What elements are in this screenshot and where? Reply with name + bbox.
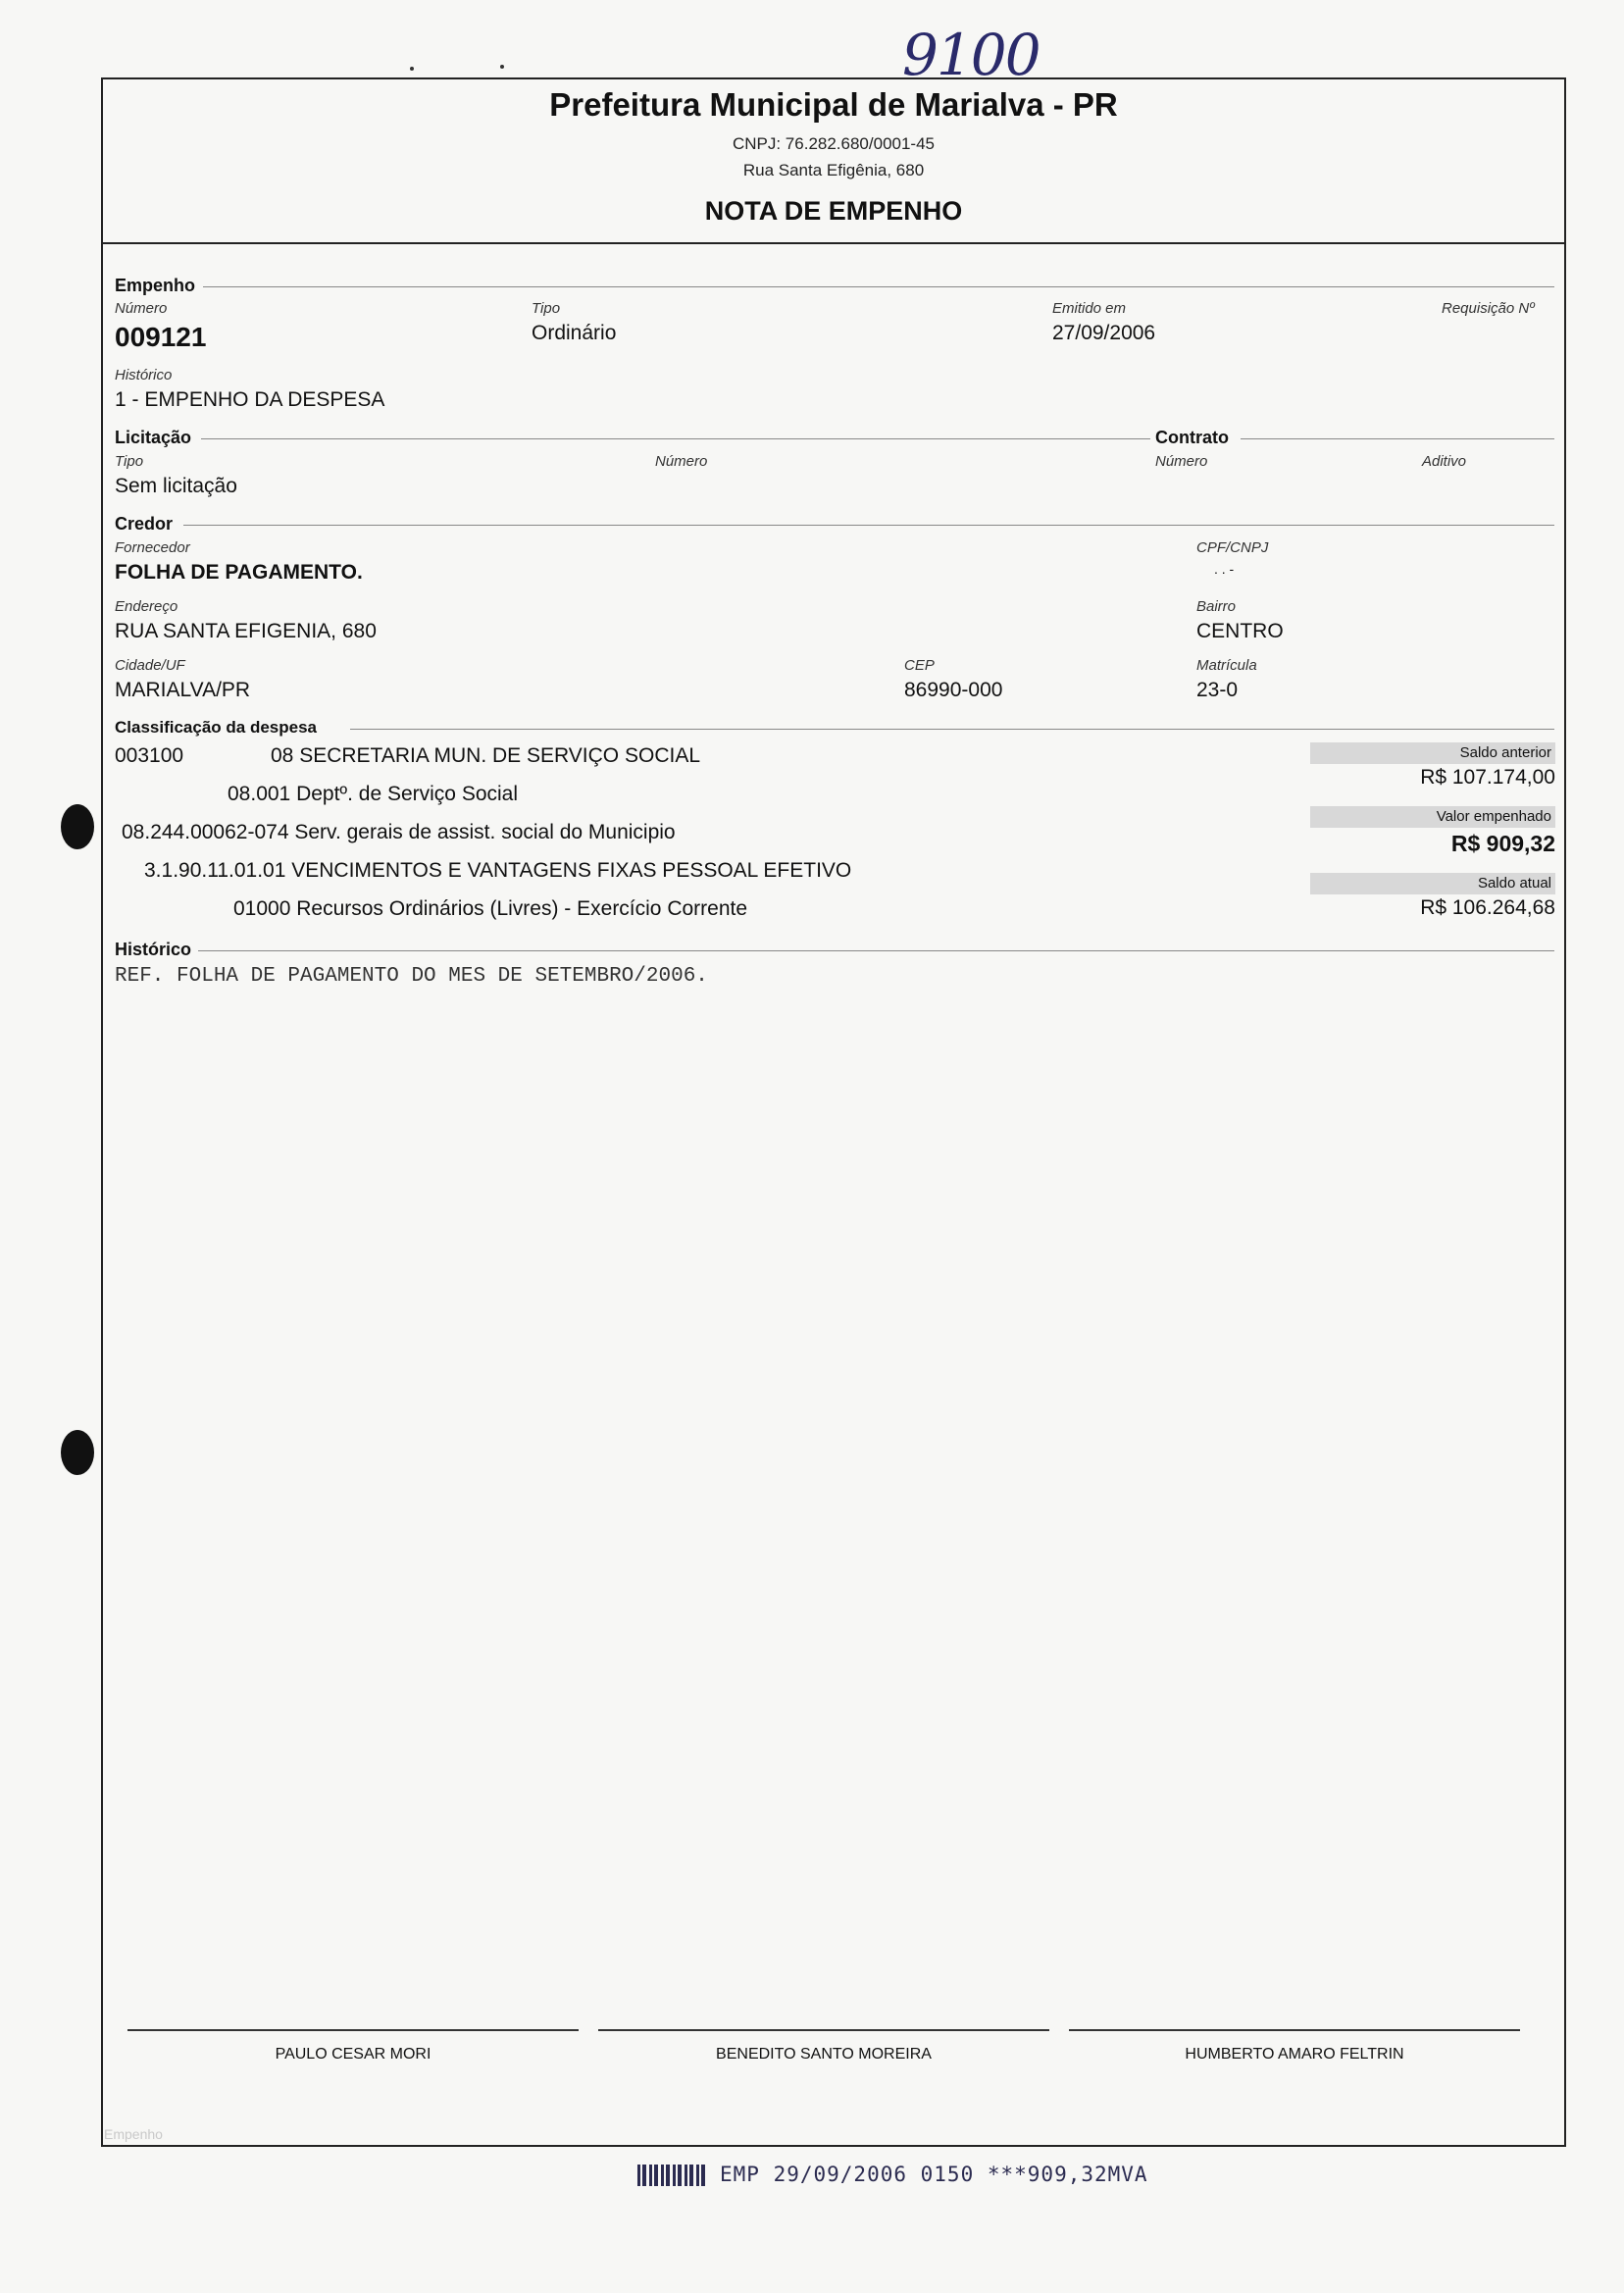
stamp-text: EMP 29/09/2006 0150 ***909,32MVA <box>720 2163 1148 2186</box>
fornecedor: FOLHA DE PAGAMENTO. <box>115 561 363 584</box>
bairro-label: Bairro <box>1196 598 1237 615</box>
cpf-cnpj-label: CPF/CNPJ <box>1196 539 1269 556</box>
valor-empenhado: R$ 909,32 <box>1450 831 1555 856</box>
class-code: 003100 <box>115 744 184 767</box>
empenho-tipo: Ordinário <box>532 322 617 344</box>
signature-name-3: HUMBERTO AMARO FELTRIN <box>1185 2046 1404 2063</box>
saldo-anterior: R$ 107.174,00 <box>1420 766 1555 789</box>
saldo-anterior-label: Saldo anterior <box>1310 742 1555 764</box>
class-departamento: 08.001 Deptº. de Serviço Social <box>228 783 519 805</box>
bairro: CENTRO <box>1196 620 1284 642</box>
historico-text: REF. FOLHA DE PAGAMENTO DO MES DE SETEMBRO/2006. <box>115 965 708 988</box>
handwritten-page-number: 9100 <box>902 22 1040 88</box>
section-rule <box>350 729 1554 730</box>
section-empenho: Empenho <box>115 276 196 295</box>
empenho-tipo-label: Tipo <box>532 300 561 317</box>
contrato-numero-label: Número <box>1155 453 1208 470</box>
cidade: MARIALVA/PR <box>115 679 251 701</box>
licitacao-numero-label: Número <box>655 453 708 470</box>
valor-empenhado-label: Valor empenhado <box>1310 806 1555 828</box>
endereco-label: Endereço <box>115 598 178 615</box>
class-recurso: 01000 Recursos Ordinários (Livres) - Exercício Corrente <box>233 897 748 920</box>
fornecedor-label: Fornecedor <box>115 539 190 556</box>
endereco: RUA SANTA EFIGENIA, 680 <box>115 620 377 642</box>
class-programa: 08.244.00062-074 Serv. gerais de assist. social do Municipio <box>122 821 676 843</box>
document-title: NOTA DE EMPENHO <box>704 196 963 226</box>
punch-hole <box>61 1430 94 1475</box>
section-contrato: Contrato <box>1155 428 1229 447</box>
organization-title: Prefeitura Municipal de Marialva - PR <box>549 86 1118 123</box>
cidade-label: Cidade/UF <box>115 657 185 674</box>
section-historico: Histórico <box>115 940 192 959</box>
emitido-date: 27/09/2006 <box>1052 322 1156 344</box>
cpf-cnpj: . . - <box>1214 561 1235 577</box>
cash-register-stamp <box>637 2163 1148 2186</box>
signature-name-1: PAULO CESAR MORI <box>275 2046 431 2063</box>
cep: 86990-000 <box>904 679 1003 701</box>
empenho-historico: 1 - EMPENHO DA DESPESA <box>115 388 385 411</box>
matricula: 23-0 <box>1196 679 1239 701</box>
class-secretaria: 08 SECRETARIA MUN. DE SERVIÇO SOCIAL <box>271 744 701 767</box>
class-elemento: 3.1.90.11.01.01 VENCIMENTOS E VANTAGENS FIXAS PESSOAL EFETIVO <box>144 859 852 882</box>
requisicao-label: Requisição Nº <box>1442 300 1535 317</box>
scan-speck <box>500 65 504 69</box>
organization-address: Rua Santa Efigênia, 680 <box>742 161 925 179</box>
section-rule <box>1241 438 1554 439</box>
empenho-numero: 009121 <box>115 322 207 352</box>
section-licitacao: Licitação <box>115 428 192 447</box>
scan-speck <box>410 67 414 71</box>
section-rule <box>203 286 1554 287</box>
header-divider <box>101 242 1566 244</box>
stamp-logo-icon <box>637 2165 706 2186</box>
saldo-atual: R$ 106.264,68 <box>1420 896 1555 919</box>
emitido-label: Emitido em <box>1052 300 1127 317</box>
punch-hole <box>61 804 94 849</box>
section-classificacao: Classificação da despesa <box>115 718 318 737</box>
section-credor: Credor <box>115 514 174 534</box>
signature-line <box>1069 2029 1520 2031</box>
matricula-label: Matrícula <box>1196 657 1257 674</box>
signature-line <box>127 2029 579 2031</box>
licitacao-tipo-label: Tipo <box>115 453 144 470</box>
saldo-atual-label: Saldo atual <box>1310 873 1555 894</box>
contrato-aditivo-label: Aditivo <box>1422 453 1467 470</box>
licitacao-tipo: Sem licitação <box>115 475 237 497</box>
cep-label: CEP <box>904 657 935 674</box>
signature-name-2: BENEDITO SANTO MOREIRA <box>716 2046 932 2063</box>
section-rule <box>201 438 1150 439</box>
faint-footer-label: Empenho <box>104 2126 163 2142</box>
empenho-numero-label: Número <box>115 300 168 317</box>
section-rule <box>198 950 1554 951</box>
historico-label: Histórico <box>115 367 173 383</box>
signature-line <box>598 2029 1049 2031</box>
organization-cnpj: CNPJ: 76.282.680/0001-45 <box>732 134 936 153</box>
section-rule <box>183 525 1554 526</box>
